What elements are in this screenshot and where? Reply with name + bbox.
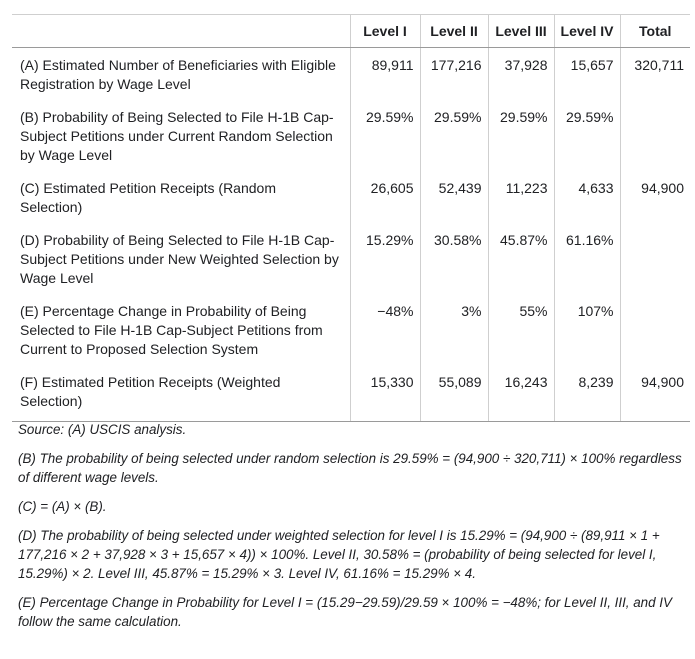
cell-value (620, 223, 690, 294)
cell-value: 11,223 (488, 171, 554, 223)
cell-value: 89,911 (350, 48, 420, 101)
row-label: (E) Percentage Change in Probability of Being Selected to File H-1B Cap-Subject Petitions from Current to Proposed Selection System (20, 303, 323, 357)
cell-value: 4,633 (554, 171, 620, 223)
cell-value: 15.29% (350, 223, 420, 294)
cell-value: 3% (420, 294, 488, 365)
table-row (12, 294, 690, 365)
cell-value: 15,330 (350, 365, 420, 422)
cell-value: 320,711 (620, 48, 690, 101)
cell-value: 94,900 (620, 365, 690, 422)
note-e: (E) Percentage Change in Probability for Level I = (15.29−29.59)/29.59 × 100% = −48%; for Level II, III, and IV follow the same calculation. (18, 595, 672, 629)
table-header-row (12, 15, 690, 48)
cell-value: −48% (350, 294, 420, 365)
cell-value: 29.59% (420, 100, 488, 171)
cell-value: 45.87% (488, 223, 554, 294)
table-notes (18, 420, 683, 641)
cell-value (620, 294, 690, 365)
cell-value: 55,089 (420, 365, 488, 422)
header-level-ii: Level II (420, 15, 488, 48)
cell-value: 16,243 (488, 365, 554, 422)
cell-value (620, 100, 690, 171)
cell-value: 107% (554, 294, 620, 365)
row-label: (F) Estimated Petition Receipts (Weighted Selection) (12, 365, 350, 422)
header-level-iii: Level III (488, 15, 554, 48)
cell-value: 15,657 (554, 48, 620, 101)
cell-value: 61.16% (554, 223, 620, 294)
row-label: (A) Estimated Number of Beneficiaries with Eligible Registration by Wage Level (20, 57, 336, 92)
selection-probability-table (12, 14, 690, 422)
table-row (12, 100, 690, 171)
row-label: (C) Estimated Petition Receipts (Random Selection) (20, 180, 276, 215)
cell-value: 37,928 (488, 48, 554, 101)
table-row (12, 48, 690, 101)
cell-value: 94,900 (620, 171, 690, 223)
note-source: Source: (A) USCIS analysis. (18, 422, 187, 437)
cell-value: 29.59% (350, 100, 420, 171)
cell-value: 55% (488, 294, 554, 365)
table-row (12, 171, 690, 223)
header-total: Total (620, 15, 690, 48)
cell-value: 30.58% (420, 223, 488, 294)
header-label (12, 15, 350, 48)
note-c: (C) = (A) × (B). (18, 499, 107, 514)
header-level-iv: Level IV (554, 15, 620, 48)
cell-value: 177,216 (420, 48, 488, 101)
row-label: (B) Probability of Being Selected to File H-1B Cap-Subject Petitions under Current Random Selection by Wage Level (20, 109, 334, 163)
table-row (12, 223, 690, 294)
cell-value: 29.59% (488, 100, 554, 171)
header-level-i: Level I (350, 15, 420, 48)
cell-value: 8,239 (554, 365, 620, 422)
cell-value: 52,439 (420, 171, 488, 223)
row-label: (D) Probability of Being Selected to File H-1B Cap-Subject Petitions under New Weighted Selection by Wage Level (20, 232, 339, 286)
cell-value: 26,605 (350, 171, 420, 223)
cell-value: 29.59% (554, 100, 620, 171)
note-d: (D) The probability of being selected under weighted selection for level I is 15.29% = (94,900 ÷ (89,911 × 1 + 177,216 × 2 + 37,928 × 3 + 15,657 × 4)) × 100%. Level II, 30.58% = (probability of being selected for level I, 15.29%) × 2. Level III, 45.87% = 15.29% × 3. Level IV, 61.16% = 15.29% × 4. (18, 528, 660, 581)
table-row (12, 365, 690, 422)
note-b: (B) The probability of being selected under random selection is 29.59% = (94,900 ÷ 320,711) × 100% regardless of different wage levels. (18, 451, 682, 485)
